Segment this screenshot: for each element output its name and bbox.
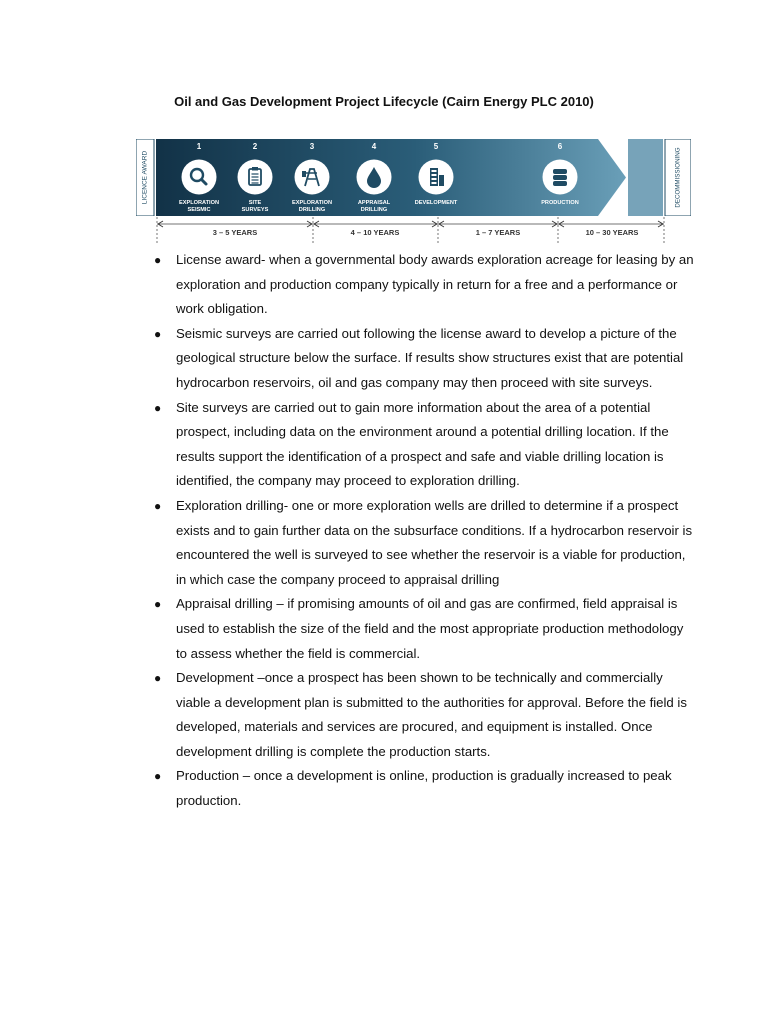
- bullet-icon: ●: [154, 326, 162, 341]
- list-item-text: Seismic surveys are carried out following the license award to develop a picture of the geological structure below the surface. If results show structures exist that are potential hydrocarbon reservoirs, oil and gas company may then proceed with site surveys.: [176, 325, 684, 390]
- stage-label: EXPLORATION: [179, 200, 219, 206]
- stage-number: 4: [371, 142, 377, 151]
- duration-label: 4 – 10 YEARS: [350, 228, 400, 237]
- arrow-right-icon: [658, 221, 663, 227]
- list-item: [154, 764, 694, 813]
- stage-icon-circle: [182, 160, 217, 195]
- stage-number: 5: [433, 142, 439, 151]
- decommissioning-label: DECOMMISSIONING: [674, 147, 682, 208]
- stage-number: 2: [252, 142, 258, 151]
- arrow-right-icon: [552, 221, 557, 227]
- stage-icon-circle: [295, 160, 330, 195]
- band-tail: [628, 139, 663, 216]
- list-item-text: Production – once a development is online, production is gradually increased to peak production.: [176, 768, 672, 809]
- bullet-icon: ●: [154, 597, 162, 612]
- stage-label: DRILLING: [298, 207, 326, 213]
- licence-award-label: LICENCE AWARD: [141, 150, 149, 205]
- stage-number: 3: [309, 142, 315, 151]
- arrow-left-icon: [158, 221, 163, 227]
- list-item: [154, 248, 694, 322]
- bullet-icon: ●: [154, 498, 162, 513]
- bullet-icon: ●: [154, 671, 162, 686]
- lifecycle-diagram: [136, 139, 691, 216]
- list-item: [154, 592, 694, 666]
- stage-label: DEVELOPMENT: [414, 200, 458, 206]
- bullet-icon: ●: [154, 400, 162, 415]
- list-item: [154, 494, 694, 592]
- stage-label: SURVEYS: [241, 207, 269, 213]
- list-item: [154, 322, 694, 396]
- stage-label: DRILLING: [360, 207, 388, 213]
- bullet-icon: ●: [154, 769, 162, 784]
- bullet-icon: ●: [154, 253, 162, 267]
- list-item: [154, 666, 694, 764]
- arrow-left-icon: [314, 221, 319, 227]
- arrow-left-icon: [439, 221, 444, 227]
- arrow-left-icon: [559, 221, 564, 227]
- arrow-right-icon: [432, 221, 437, 227]
- duration-label: 10 – 30 YEARS: [585, 228, 639, 237]
- stage-number: 6: [557, 142, 563, 151]
- duration-timeline: [0, 0, 768, 260]
- list-item-text: Development –once a prospect has been shown to be technically and commercially viable a development plan is submitted to the authorities for approval. Before the field is developed, materials and services are procured, and equipment is installed. Once development drilling is complete the production starts.: [176, 670, 687, 759]
- list-item-text: Site surveys are carried out to gain more information about the area of a potential prospect, including data on the environment around a potential drilling location. If the results support the identification of a prospect and safe and viable drilling location is identified, the company may proceed to exploration drilling.: [176, 399, 669, 489]
- stage-label: SEISMIC: [187, 207, 211, 213]
- duration-label: 3 – 5 YEARS: [212, 228, 258, 237]
- document-title: Oil and Gas Development Project Lifecycle (Cairn Energy PLC 2010): [174, 94, 594, 109]
- stage-label: PRODUCTION: [541, 200, 579, 206]
- arrow-right-icon: [307, 221, 312, 227]
- list-item-text: Exploration drilling- one or more exploration wells are drilled to determine if a prospect exists and to gain further data on the subsurface conditions. If a hydrocarbon reservoir is encountered the well is surveyed to see whether the reservoir is a viable for production, in which case the company proceed to appraisal drilling: [176, 497, 693, 587]
- list-item-text: Appraisal drilling – if promising amounts of oil and gas are confirmed, field appraisal is used to establish the size of the field and the most appropriate production methodology to assess whether the field is commercial.: [176, 596, 684, 661]
- lifecycle-bullet-list: [154, 248, 694, 814]
- stage-label: EXPLORATION: [292, 200, 332, 206]
- stage-number: 1: [196, 142, 202, 151]
- stage-label: SITE: [248, 200, 262, 206]
- stage-label: APPRAISAL: [357, 200, 391, 206]
- barrels-icon: [553, 169, 567, 186]
- duration-label: 1 – 7 YEARS: [475, 228, 521, 237]
- list-item: [154, 396, 694, 494]
- list-item-text: License award- when a governmental body awards exploration acreage for leasing by an exploration and production company typically in return for a free and a performance or work obligation.: [176, 252, 694, 317]
